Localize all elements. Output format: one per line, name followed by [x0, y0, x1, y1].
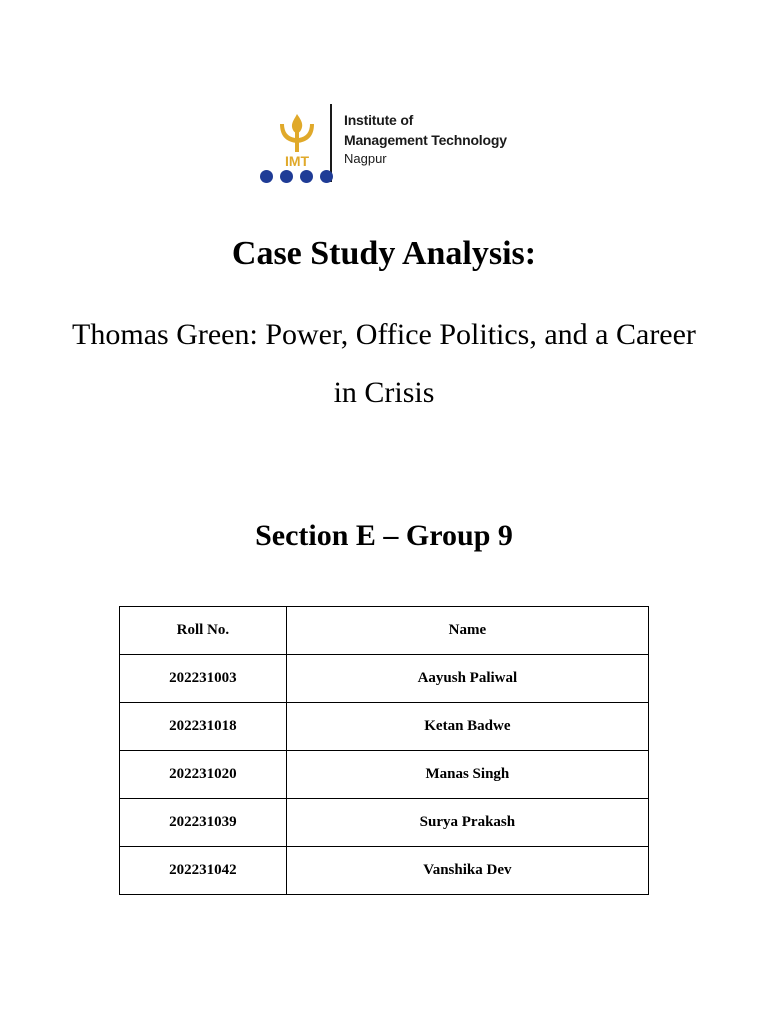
imt-logo — [256, 102, 526, 188]
logo-dot — [300, 170, 313, 183]
name-cell: Surya Prakash — [286, 799, 648, 847]
table-row — [120, 799, 649, 847]
roll-no-cell: 202231042 — [120, 847, 287, 895]
institute-line-1: Institute of — [344, 112, 414, 128]
table-row — [120, 751, 649, 799]
institute-line-3: Nagpur — [344, 151, 387, 166]
header-roll-no: Roll No. — [120, 607, 287, 655]
name-cell: Ketan Badwe — [286, 703, 648, 751]
header-name: Name — [286, 607, 648, 655]
table-row — [120, 847, 649, 895]
name-cell: Manas Singh — [286, 751, 648, 799]
case-subtitle: Thomas Green: Power, Office Politics, and a Career in Crisis — [72, 318, 696, 409]
logo-dot — [320, 170, 333, 183]
table-row — [120, 703, 649, 751]
logo-dots — [260, 170, 333, 183]
logo-dot — [260, 170, 273, 183]
logo-dot — [280, 170, 293, 183]
roll-no-cell: 202231039 — [120, 799, 287, 847]
roll-no-cell: 202231018 — [120, 703, 287, 751]
roll-no-cell: 202231003 — [120, 655, 287, 703]
table-header-row — [120, 607, 649, 655]
document-title: Case Study Analysis: — [231, 235, 537, 272]
institute-name — [344, 110, 507, 168]
emblem-text: IMT — [284, 153, 310, 168]
institute-line-2: Management Technology — [344, 132, 507, 148]
name-cell: Aayush Paliwal — [286, 655, 648, 703]
name-cell: Vanshika Dev — [286, 847, 648, 895]
roll-no-cell: 202231020 — [120, 751, 287, 799]
table-row — [120, 655, 649, 703]
group-members-table — [119, 606, 649, 895]
imt-emblem-icon — [274, 110, 320, 168]
section-group-heading: Section E – Group 9 — [255, 519, 513, 552]
